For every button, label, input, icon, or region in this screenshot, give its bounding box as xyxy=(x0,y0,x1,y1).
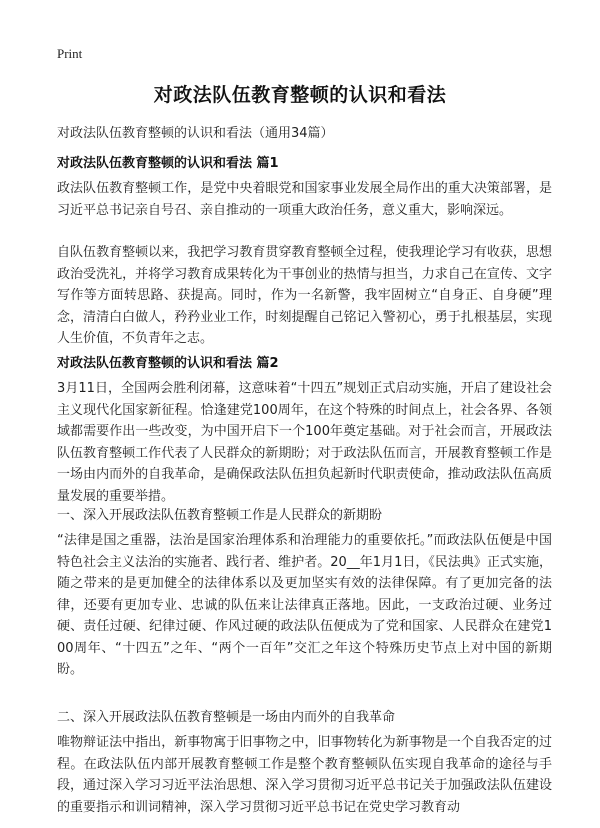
section-2-paragraph-3: 唯物辩证法中指出，新事物寓于旧事物之中，旧事物转化为新事物是一个自我否定的过程。在政法队伍内部开展教育整顿工作是整个教育整顿队伍实现自我革命的途径与手段，通过深入学习习近平法治思想、深入学习贯彻习近平总书记关于加强政法队伍建设的重要指示和训词精神，深入学习贯彻习近平总书记在党史学习教育动 xyxy=(57,735,552,815)
section-2-paragraph-2: “法律是国之重器，法治是国家治理体系和治理能力的重要依托。”而政法队伍便是中国特色社会主义法治的实施者、践行者、维护者。20__年1月1日，《民法典》正式实施，随之带来的是更加健全的法律体系以及更加坚实有效的法律保障。有了更加完备的法律，还要有更加专业、忠诚的队伍来让法律真正落地。因此，一支政治过硬、业务过硬、责任过硬、纪律过硬、作风过硬的政法队伍便成为了党和国家、人民群众在建党100周年、“十四五”之年、“两个一百年”交汇之年这个特殊历史节点上对中国的新期盼。 xyxy=(57,533,552,677)
section-1-heading: 对政法队伍教育整顿的认识和看法 篇1 xyxy=(57,156,279,171)
section-2-list-item-1: 一、深入开展政法队伍教育整顿工作是人民群众的新期盼 xyxy=(57,508,383,523)
section-1-paragraph-2: 自队伍教育整顿以来，我把学习教育贯穿教育整顿全过程，使我理论学习有收获，思想政治受洗礼，并将学习教育成果转化为干事创业的热情与担当，力求自己在宣传、文字写作等方面转思路、获提高。同时，作为一名新警，我牢固树立“自身正、自身硬”理念，清清白白做人，矜矜业业工作，时刻提醒自己铭记入警初心，勇于扎根基层，实现人生价值，不负青年之志。 xyxy=(57,245,552,346)
section-2-heading: 对政法队伍教育整顿的认识和看法 篇2 xyxy=(57,356,279,371)
section-2-list-item-2: 二、深入开展政法队伍教育整顿是一场由内而外的自我革命 xyxy=(57,710,396,725)
section-1-paragraph-1: 政法队伍教育整顿工作，是党中央着眼党和国家事业发展全局作出的重大决策部署，是习近平总书记亲自号召、亲自推动的一项重大政治任务，意义重大，影响深远。 xyxy=(57,181,552,218)
section-2-paragraph-1: 3月11日，全国两会胜利闭幕，这意味着“十四五”规划正式启动实施，开启了建设社会主义现代化国家新征程。恰逢建党100周年，在这个特殊的时间点上，社会各界、各领域都需要作出一些改变，为中国开启下一个100年奠定基础。对于社会而言，开展政法队伍教育整顿工作代表了人民群众的新期盼；对于政法队伍而言，开展教育整顿工作是一场由内而外的自我革命，是确保政法队伍担负起新时代职责使命，推动政法队伍高质量发展的重要举措。 xyxy=(57,381,552,504)
document-subtitle: 对政法队伍教育整顿的认识和看法（通用34篇） xyxy=(57,126,334,141)
print-label: Print xyxy=(57,46,83,61)
page-title: 对政法队伍教育整顿的认识和看法 xyxy=(153,84,447,106)
